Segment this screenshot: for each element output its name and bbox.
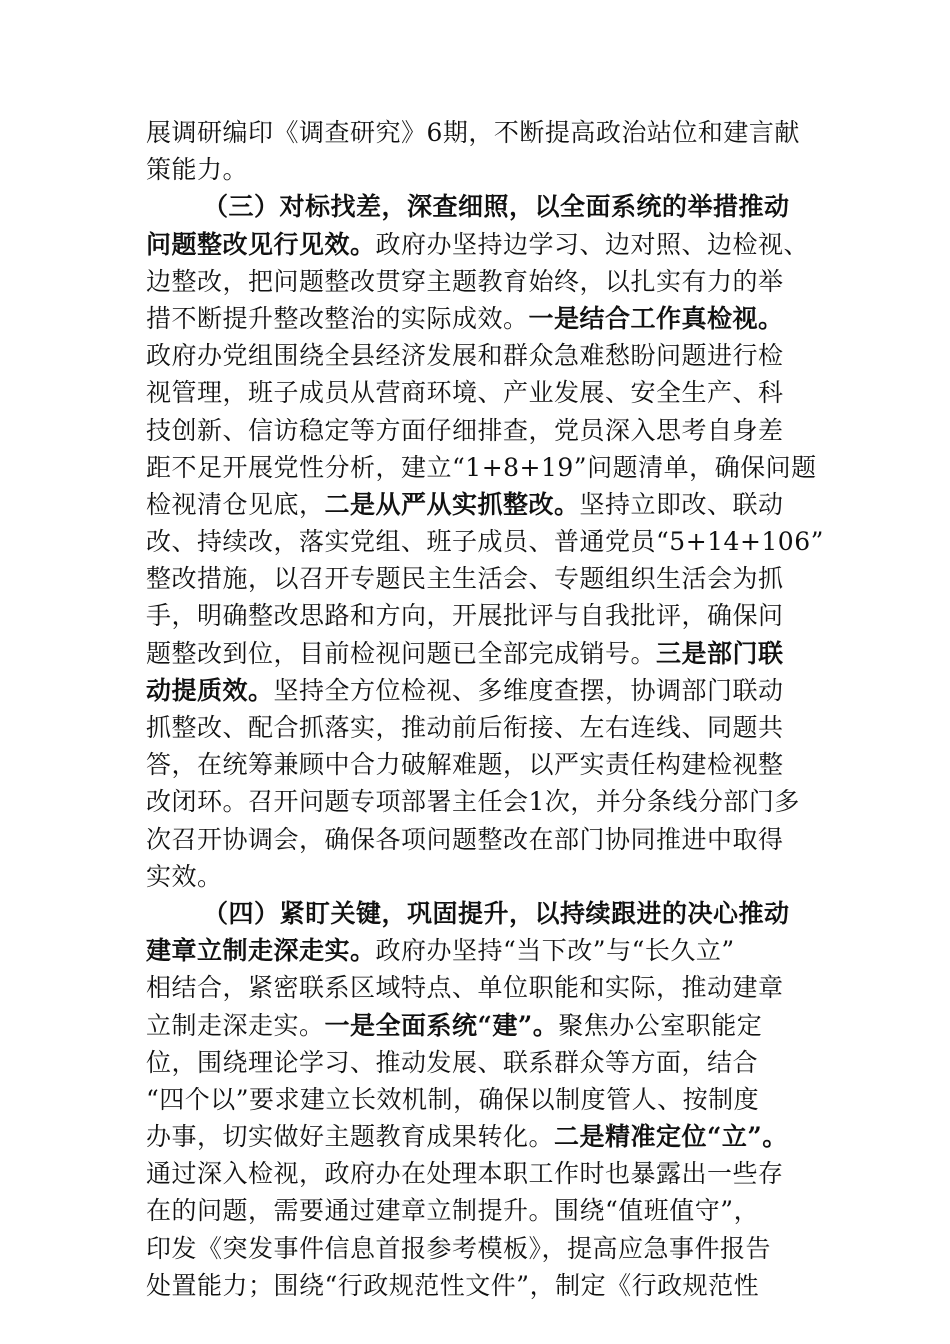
section-heading-text: （四）紧盯关键，巩固提升，以持续跟进的决心推动	[203, 898, 790, 928]
text-run: 聚焦办公室职能定	[558, 1010, 763, 1040]
text-line: “四个以”要求建立长效机制，确保以制度管人、按制度	[146, 1084, 760, 1114]
text-line	[146, 1118, 811, 1155]
text-line	[146, 1007, 811, 1044]
text-line	[146, 226, 811, 263]
text-line	[146, 932, 811, 969]
text-line: 印发《突发事件信息首报参考模板》，提高应急事件报告	[146, 1233, 772, 1263]
text-run: 政府办坚持边学习、边对照、边检视、	[375, 229, 810, 259]
text-run: 措不断提升整改整治的实际成效。	[146, 303, 529, 333]
bold-point: 一是结合工作真检视。	[528, 303, 784, 333]
text-line	[146, 300, 811, 337]
text-line: 展调研编印《调查研究》6期，不断提高政治站位和建言献	[146, 118, 800, 147]
section-heading-text: 建章立制走深走实。	[146, 936, 376, 966]
text-line: 位，围绕理论学习、推动发展、联系群众等方面，结合	[146, 1047, 759, 1077]
text-line	[146, 672, 811, 709]
text-line: 答，在统筹兼顾中合力破解难题，以严实责任构建检视整	[146, 750, 784, 780]
text-line: 技创新、信访稳定等方面仔细排查，党员深入思考自身差	[146, 415, 784, 445]
text-line: 处置能力；围绕“行政规范性文件”，制定《行政规范性	[146, 1270, 760, 1300]
text-line: 整改措施，以召开专题民主生活会、专题组织生活会为抓	[146, 564, 784, 594]
bold-point: 一是全面系统“建”。	[324, 1010, 559, 1040]
bold-point: 二是从严从实抓整改。	[324, 489, 580, 519]
bold-point: 动提质效。	[146, 675, 274, 705]
text-line: 相结合，紧密联系区域特点、单位职能和实际，推动建章	[146, 973, 784, 1003]
text-line: 通过深入检视，政府办在处理本职工作时也暴露出一些存	[146, 1159, 784, 1189]
text-line	[146, 486, 811, 523]
text-line: 策能力。	[146, 155, 249, 185]
text-line	[146, 635, 811, 672]
text-line: 改闭环。召开问题专项部署主任会1次，并分条线分部门多	[146, 787, 800, 817]
text-line: 抓整改、配合抓落实，推动前后衔接、左右连线、同题共	[146, 713, 784, 742]
text-line: 实效。	[146, 861, 223, 891]
section-heading-4	[146, 895, 811, 932]
document-body	[146, 114, 824, 1304]
text-line: 次召开协调会，确保各项问题整改在部门协同推进中取得	[146, 824, 784, 854]
section-heading-3	[146, 188, 811, 225]
text-run: 检视清仓见底，	[146, 489, 325, 519]
text-line: 政府办党组围绕全县经济发展和群众急难愁盼问题进行检	[146, 341, 784, 371]
text-line: 视管理，班子成员从营商环境、产业发展、安全生产、科	[146, 378, 784, 408]
bold-point: 二是精准定位“立”。	[554, 1122, 788, 1152]
section-heading-text: （三）对标找差，深查细照，以全面系统的举措推动	[203, 192, 790, 222]
bold-point: 三是部门联	[656, 638, 784, 668]
text-run: 坚持立即改、联动	[579, 489, 784, 519]
text-run: 政府办坚持“当下改”与“长久立”	[375, 936, 735, 966]
text-line: 改、持续改，落实党组、班子成员、普通党员“5+14+106”	[146, 527, 824, 557]
text-line: 边整改，把问题整改贯穿主题教育始终，以扎实有力的举	[146, 266, 784, 296]
text-run: 题整改到位，目前检视问题已全部完成销号。	[146, 638, 657, 668]
text-run: 办事，切实做好主题教育成果转化。	[146, 1122, 555, 1152]
text-line: 在的问题，需要通过建章立制提升。围绕“值班值守”，	[146, 1196, 760, 1226]
text-line: 距不足开展党性分析，建立“1+8+19”问题清单，确保问题	[146, 452, 817, 482]
text-run: 坚持全方位检视、多维度查摆，协调部门联动	[273, 675, 784, 705]
section-heading-text: 问题整改见行见效。	[146, 229, 376, 259]
text-run: 立制走深走实。	[146, 1010, 325, 1040]
text-line: 手，明确整改思路和方向，开展批评与自我批评，确保问	[146, 601, 784, 631]
